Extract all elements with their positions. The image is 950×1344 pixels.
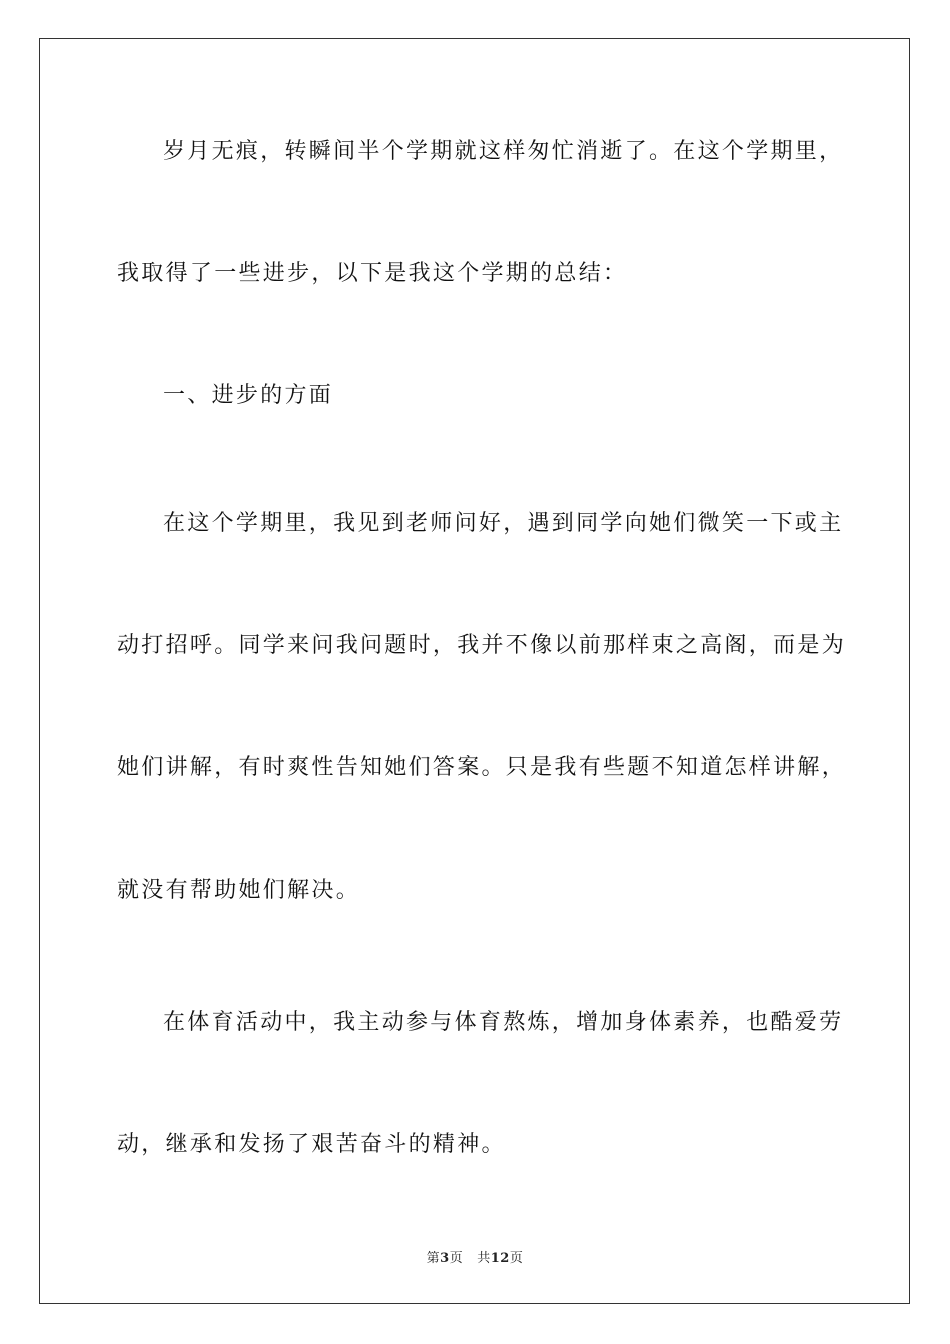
paragraph-line: 在这个学期里，我见到老师问好，遇到同学向她们微笑一下或主 xyxy=(163,511,844,536)
paragraph-line: 在体育活动中，我主动参与体育熬炼，增加身体素养，也酷爱劳 xyxy=(163,1010,844,1035)
paragraph-line: 她们讲解，有时爽性告知她们答案。只是我有些题不知道怎样讲解， xyxy=(117,755,847,780)
page-footer xyxy=(0,1247,950,1266)
section-heading: 一、进步的方面 xyxy=(163,383,334,408)
footer-current-page: 3 xyxy=(440,1251,450,1266)
footer-page-suffix: 页 xyxy=(449,1251,464,1266)
paragraph-line: 动，继承和发扬了艰苦奋斗的精神。 xyxy=(117,1132,506,1157)
page-frame xyxy=(39,38,910,1304)
footer-total-prefix: 共 xyxy=(477,1251,491,1266)
paragraph-line: 动打招呼。同学来问我问题时，我并不像以前那样束之高阁，而是为 xyxy=(117,633,847,658)
footer-total-suffix: 页 xyxy=(509,1251,524,1266)
paragraph-line: 就没有帮助她们解决。 xyxy=(117,878,361,903)
footer-total-pages: 12 xyxy=(490,1251,510,1266)
paragraph-line: 我取得了一些进步，以下是我这个学期的总结： xyxy=(117,261,628,286)
footer-page-prefix: 第 xyxy=(426,1251,441,1266)
paragraph-line: 岁月无痕，转瞬间半个学期就这样匆忙消逝了。在这个学期里， xyxy=(163,139,844,164)
